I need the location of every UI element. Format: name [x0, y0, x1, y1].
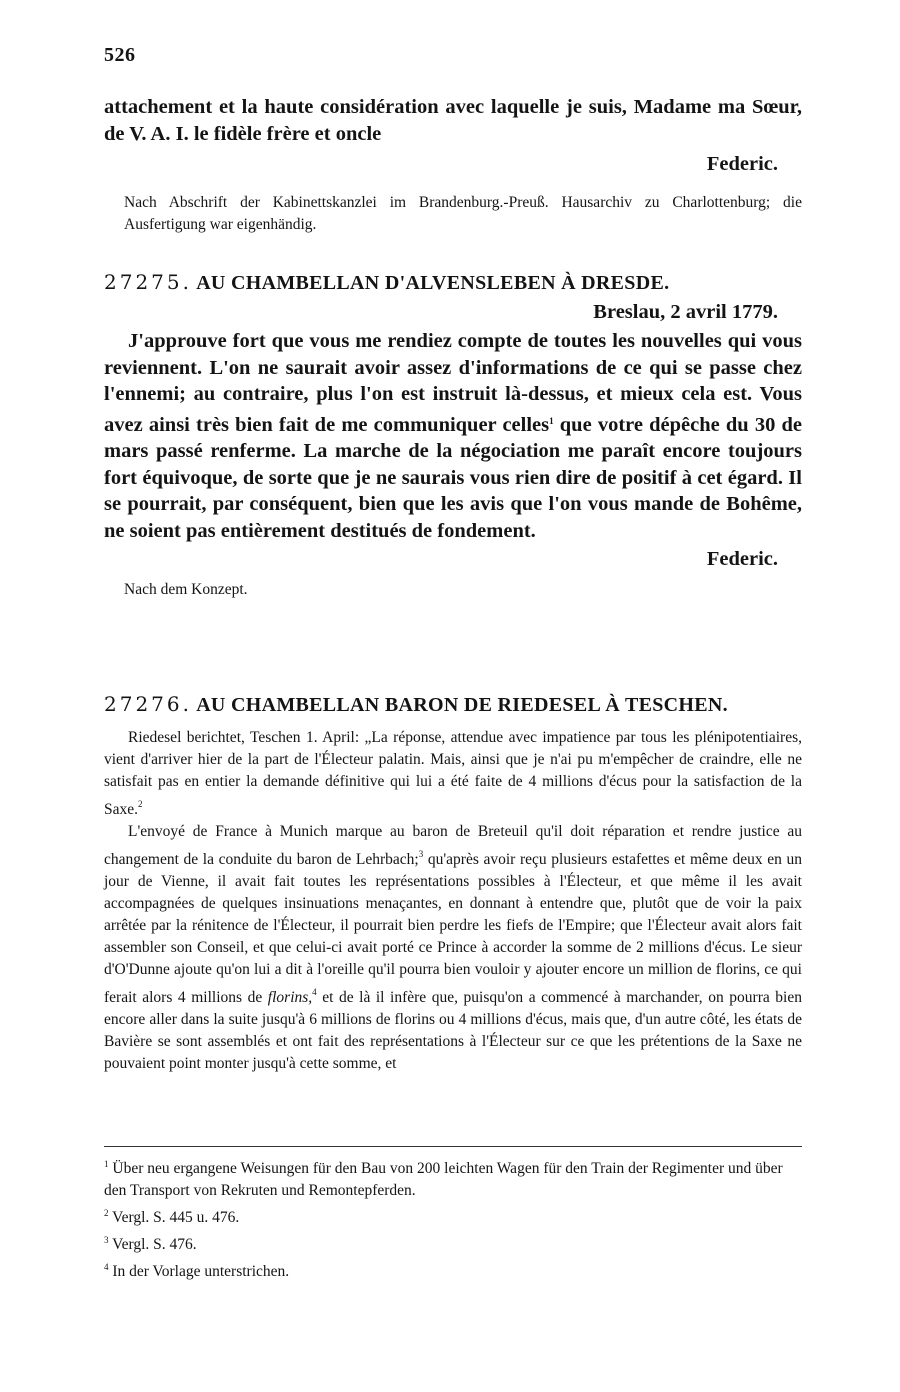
report-paragraph	[104, 821, 802, 1075]
footnote-text: Vergl. S. 445 u. 476.	[112, 1209, 240, 1226]
footnote-text: In der Vorlage unterstrichen.	[112, 1263, 290, 1280]
signature: Federic.	[706, 548, 778, 570]
letter-number: 27276.	[104, 692, 192, 716]
source-note: Nach Abschrift der Kabinettskanzlei im Brandenburg.-Preuß. Hausarchiv zu Charlottenburg; die Ausfertigung war eigenhändig.	[124, 193, 802, 233]
footnote-text: Über neu ergangene Weisungen für den Bau von 200 leichten Wagen für den Train der Regimenter und über den Transport von Rekruten und Remontepferden.	[104, 1160, 783, 1199]
footnote-text: Vergl. S. 476.	[112, 1236, 197, 1253]
footnote-ref: 4	[312, 987, 317, 997]
letter-heading	[104, 270, 802, 295]
footnote	[104, 1229, 802, 1256]
letter-27275	[104, 270, 802, 601]
footnote-mark: 4	[104, 1262, 109, 1272]
letter-title: AU CHAMBELLAN D'ALVENSLEBEN À DRESDE.	[196, 272, 670, 294]
top-letter	[104, 94, 802, 236]
letter-body	[104, 328, 802, 544]
underlined-term: florins,	[267, 989, 313, 1006]
signature: Federic.	[706, 153, 778, 175]
body-text: J'approuve fort que vous me rendiez compte de toutes les nouvelles qui vous reviennent. L'on ne saurait avoir assez d'informations de ce qui se passe chez l'ennemi; au contraire, plus l'on est instruit là-dessus, et mieux cela est. Vous avez ainsi très bien fait de me communiquer celles	[104, 330, 802, 436]
footnote	[104, 1256, 802, 1283]
footnote-mark: 2	[104, 1208, 109, 1218]
footnote-ref: 3	[418, 849, 424, 859]
report-paragraph	[104, 727, 802, 821]
letter-closing-text: attachement et la haute considération avec laquelle je suis, Madame ma Sœur, de V. A. I. le fidèle frère et oncle	[104, 96, 802, 145]
footnote-ref: 1	[549, 415, 554, 426]
report-text: et de là il infère que, puisqu'on a commencé à marchander, on pourra bien encore aller dans la suite jusqu'à 6 millions de florins ou 4 millions d'écus, mais que, d'un autre côté, les états de Bavière se sont assemblés et ont fait des représentations à l'Électeur sur ce que les prétentions de la Saxe ne pouvaient point monter jusqu'à cette somme, et	[104, 989, 802, 1072]
footnote-ref: 2	[138, 799, 143, 809]
footnote-divider	[104, 1146, 802, 1147]
footnote	[104, 1153, 802, 1202]
letter-27276	[104, 692, 802, 1075]
footnote-mark: 1	[104, 1159, 109, 1169]
letter-title: AU CHAMBELLAN BARON DE RIEDESEL À TESCHEN.	[196, 694, 728, 716]
letter-number: 27275.	[104, 270, 192, 294]
report-text: Riedesel berichtet, Teschen 1. April: „La réponse, attendue avec impatience par tous les plénipotentiaires, vient d'arriver hier de la part de l'Électeur palatin. Mais, ainsi que je n'ai pu m'empêcher de craindre, elle ne satisfait pas en entier la demande définitive qui lui a été faite de 4 millions d'écus pour la satisfaction de la Saxe.	[104, 729, 802, 818]
footnotes	[104, 1144, 802, 1283]
footnote	[104, 1202, 802, 1229]
report-text: L'envoyé de France à Munich marque au baron de Breteuil qu'il doit réparation et rendre justice au changement de la conduite du baron de Lehrbach;	[104, 823, 802, 868]
body-text: que votre dépêche du 30 de mars passé renferme. La marche de la négociation me paraît encore toujours fort équivoque, de sorte que je ne saurais vous rien dire de positif à cet égard. Il se pourrait, par conséquent, bien que les avis que l'on vous mande de Bohême, ne soient pas entièrement destitués de fondement.	[104, 413, 802, 542]
footnote-mark: 3	[104, 1235, 109, 1245]
place-date: Breslau, 2 avril 1779.	[593, 301, 778, 323]
report-text: qu'après avoir reçu plusieurs estafettes et même deux en un jour de Vienne, il avait fait toutes les représentations possibles à l'Électeur, et que même il les avait accompagnées de quelques insinuations menaçantes, en donnant à entendre que, plutôt que de voir la paix arrêtée par la rénitence de l'Électeur, il pourrait bien perdre les fiefs de l'Empire; que l'Électeur avait alors fait assembler son Conseil, et que celui-ci avait porté ce Prince à accorder la somme de 2 millions d'écus. Le sieur d'O'Dunne ajoute qu'on lui a dit à l'oreille qu'il pourra bien vouloir y ajouter encore un million de florins, ce qui ferait alors 4 millions de	[104, 851, 802, 1006]
page-number: 526	[104, 44, 136, 66]
source-note: Nach dem Konzept.	[124, 580, 248, 598]
letter-heading	[104, 692, 802, 717]
